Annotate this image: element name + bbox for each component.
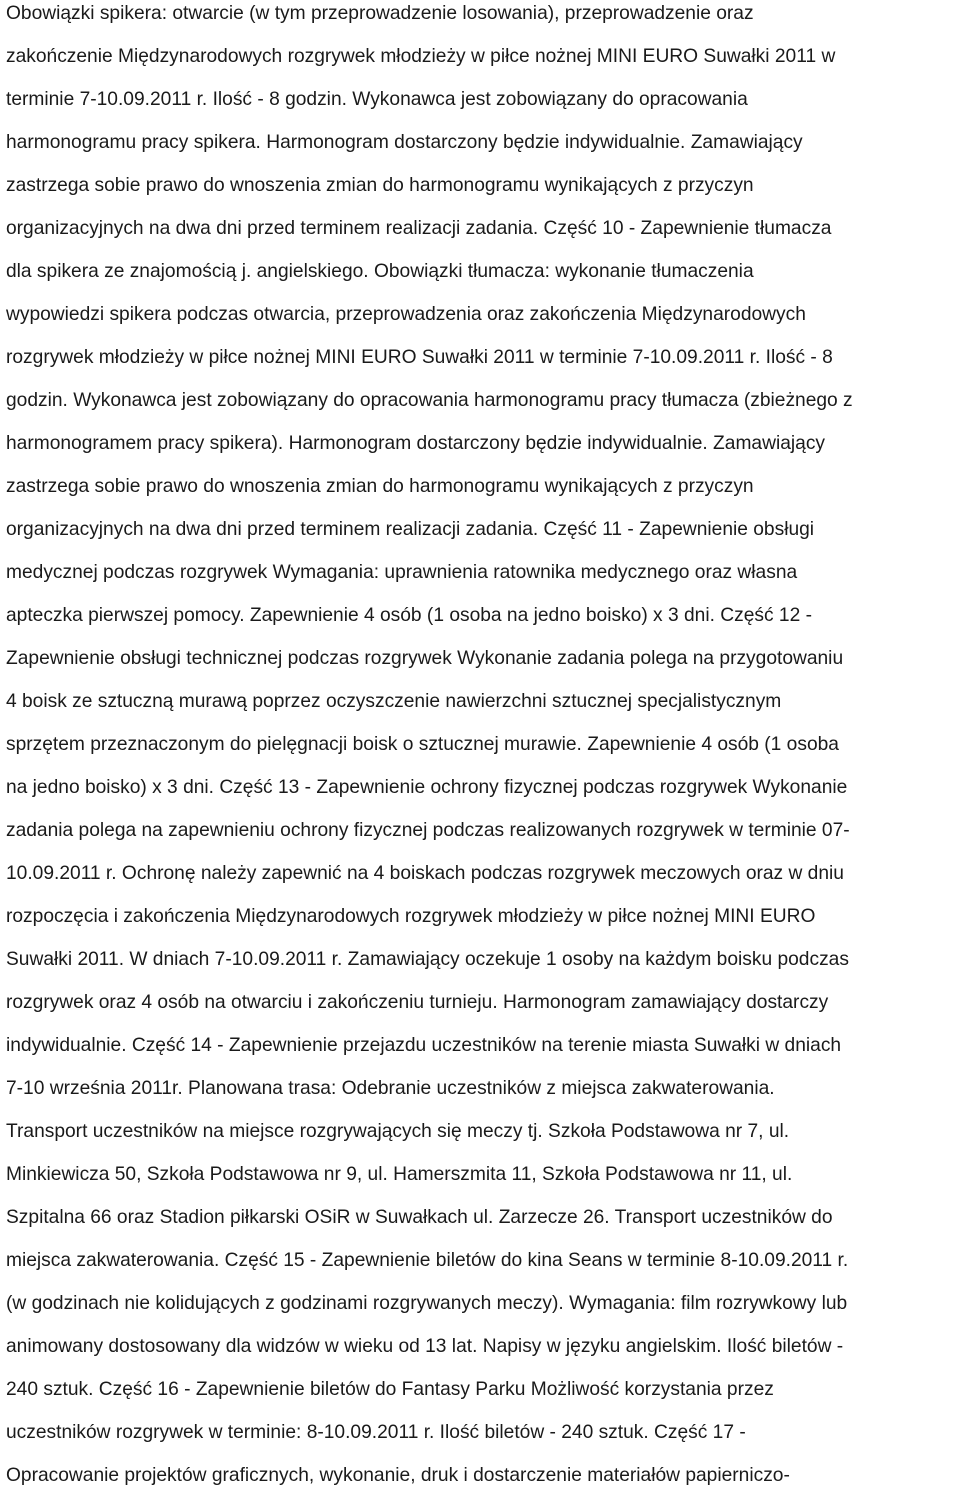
text-line: organizacyjnych na dwa dni przed terminem realizacji zadania. Część 11 - Zapewnienie obsługi (6, 519, 815, 540)
text-line: Suwałki 2011. W dniach 7-10.09.2011 r. Zamawiający oczekuje 1 osoby na każdym boisku podczas (6, 949, 849, 970)
text-line: 7-10 września 2011r. Planowana trasa: Odebranie uczestników z miejsca zakwaterowania. (6, 1078, 775, 1099)
text-line: organizacyjnych na dwa dni przed terminem realizacji zadania. Część 10 - Zapewnienie tłumacza (6, 218, 832, 239)
text-line: rozgrywek oraz 4 osób na otwarciu i zakończeniu turnieju. Harmonogram zamawiający dostarczy (6, 992, 829, 1013)
text-line: indywidualnie. Część 14 - Zapewnienie przejazdu uczestników na terenie miasta Suwałki w dniach (6, 1035, 842, 1056)
text-line: zastrzega sobie prawo do wnoszenia zmian do harmonogramu wynikających z przyczyn (6, 175, 754, 196)
text-line: godzin. Wykonawca jest zobowiązany do opracowania harmonogramu pracy tłumacza (zbieżnego z (6, 390, 853, 411)
text-line: Szpitalna 66 oraz Stadion piłkarski OSiR w Suwałkach ul. Zarzecze 26. Transport uczestników do (6, 1207, 833, 1228)
text-line: sprzętem przeznaczonym do pielęgnacji boisk o sztucznej murawie. Zapewnienie 4 osób (1 osoba (6, 734, 839, 755)
text-line: apteczka pierwszej pomocy. Zapewnienie 4 osób (1 osoba na jedno boisko) x 3 dni. Część 12 - (6, 605, 812, 626)
text-line: zastrzega sobie prawo do wnoszenia zmian do harmonogramu wynikających z przyczyn (6, 476, 754, 497)
text-line: uczestników rozgrywek w terminie: 8-10.09.2011 r. Ilość biletów - 240 sztuk. Część 17 - (6, 1422, 746, 1443)
text-line: 240 sztuk. Część 16 - Zapewnienie biletów do Fantasy Parku Możliwość korzystania przez (6, 1379, 774, 1400)
text-line: Transport uczestników na miejsce rozgrywających się meczy tj. Szkoła Podstawowa nr 7, ul. (6, 1121, 790, 1142)
text-line: harmonogramu pracy spikera. Harmonogram dostarczony będzie indywidualnie. Zamawiający (6, 132, 803, 153)
text-line: 4 boisk ze sztuczną murawą poprzez oczyszczenie nawierzchni sztucznej specjalistycznym (6, 691, 782, 712)
text-line: (w godzinach nie kolidujących z godzinami rozgrywanych meczy). Wymagania: film rozrywkowy lub (6, 1293, 848, 1314)
text-line: miejsca zakwaterowania. Część 15 - Zapewnienie biletów do kina Seans w terminie 8-10.09.2011 r. (6, 1250, 849, 1271)
text-line: na jedno boisko) x 3 dni. Część 13 - Zapewnienie ochrony fizycznej podczas rozgrywek Wykonanie (6, 777, 848, 798)
text-line: wypowiedzi spikera podczas otwarcia, przeprowadzenia oraz zakończenia Międzynarodowych (6, 304, 806, 325)
text-line: Minkiewicza 50, Szkoła Podstawowa nr 9, ul. Hamerszmita 11, Szkoła Podstawowa nr 11, ul. (6, 1164, 793, 1185)
text-line: medycznej podczas rozgrywek Wymagania: uprawnienia ratownika medycznego oraz własna (6, 562, 798, 583)
text-line: zakończenie Międzynarodowych rozgrywek młodzieży w piłce nożnej MINI EURO Suwałki 2011 w (6, 46, 836, 67)
text-line: dla spikera ze znajomością j. angielskiego. Obowiązki tłumacza: wykonanie tłumaczenia (6, 261, 754, 282)
text-line: terminie 7-10.09.2011 r. Ilość - 8 godzin. Wykonawca jest zobowiązany do opracowania (6, 89, 748, 110)
text-line: 10.09.2011 r. Ochronę należy zapewnić na 4 boiskach podczas rozgrywek meczowych oraz w dniu (6, 863, 844, 884)
text-line: Obowiązki spikera: otwarcie (w tym przeprowadzenie losowania), przeprowadzenie oraz (6, 3, 754, 24)
text-line: Opracowanie projektów graficznych, wykonanie, druk i dostarczenie materiałów papierniczo- (6, 1465, 790, 1486)
text-line: harmonogramem pracy spikera). Harmonogram dostarczony będzie indywidualnie. Zamawiający (6, 433, 826, 454)
text-line: rozgrywek młodzieży w piłce nożnej MINI EURO Suwałki 2011 w terminie 7-10.09.2011 r. Ilość - 8 (6, 347, 833, 368)
text-line: rozpoczęcia i zakończenia Międzynarodowych rozgrywek młodzieży w piłce nożnej MINI EURO (6, 906, 816, 927)
text-line: zadania polega na zapewnieniu ochrony fizycznej podczas realizowanych rozgrywek w terminie 07- (6, 820, 850, 841)
text-line: animowany dostosowany dla widzów w wieku od 13 lat. Napisy w języku angielskim. Ilość biletów - (6, 1336, 844, 1357)
text-line: Zapewnienie obsługi technicznej podczas rozgrywek Wykonanie zadania polega na przygotowaniu (6, 648, 844, 669)
